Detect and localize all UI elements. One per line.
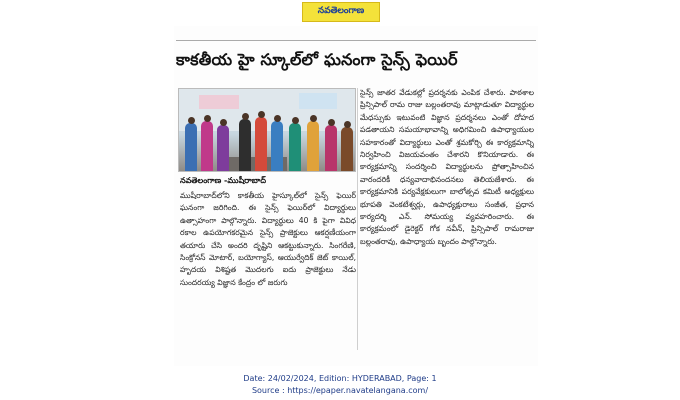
photo-person [325,125,337,171]
photo-person [341,127,353,171]
photo-person-head [220,119,227,126]
edition-caption: Date: 24/02/2024, Edition: HYDERABAD, Page: 1 [243,374,437,383]
masthead-logo [302,2,380,22]
photo-person-head [292,117,299,124]
photo-person-head [328,119,335,126]
photo-person [255,117,267,171]
article-photo [178,88,356,172]
masthead-title: నవతెలంగాణ [317,6,365,16]
article-body-right: సైన్స్ జాతర వేడుకల్లో ప్రదర్శనకు ఎంపిక చేశారు. పాఠశాల ప్రిన్సిపాల్ రామ రాజు బల్లంతరావు మాట్లాడుతూ విద్యార్థుల మేధస్సుకు ఇటువంటి విజ్ఞాన ప్రదర్శనలు ఎంతో దోహద పడతాయని సమయాభావాన్ని అధిగమించి ఉపాధ్యాయుల సహకారంతో విద్యార్థులు ఎంతో శ్రమకోర్చి ఈ కార్యక్రమాన్ని నిర్వహించి విజయవంతం చేశారని కొనియాడారు. ఈ కార్యక్రమాన్ని సందర్శించి విద్యార్థులను ప్రోత్సాహించిన వారందరికీ ధన్యవాదాభినందనలు తెలియజేశారు. ఈ కార్యక్రమానికి పర్యవేక్షకులుగా బాలోత్సవ కమిటీ అధ్యక్షులు భూపతి వెంకటేశ్వర్లు, ఉపాధ్యక్షురాలు సంజీత, ప్రధాన కార్యదర్శి ఎన్. సోమయ్య వ్యవహరించారు. ఈ కార్యక్రమంలో డైరెక్టర్ గోక నవీన్, ప్రిన్సిపాల్ రామరాజు బల్లంతరావు, ఉపాధ్యాయ బృందం పాల్గొన్నారు. [360,88,534,246]
photo-person-head [344,121,351,128]
article-body-left: ముషీరాబాద్‌లోని కాకతీయ హైస్కూల్‌లో సైన్స్ ఫెయిర్ ఘనంగా జరిగింది. ఈ సైన్స్ ఫెయిర్‌లో విద్యార్థులు ఉత్సాహంగా పాల్గొన్నారు. విద్యార్థులు 40 కి పైగా వివిధ రకాల ఉపయోగకరమైన సైన్స్ ప్రాజెక్టులు ఆకర్షణీయంగా తయారు చేసి అందరి దృష్టిని ఆకట్టుకున్నారు. సింగరేణి, సింక్రోనస్ మోటార్, బయోగ్యాస్, ఆయుర్వేదిక్ జెట్ కాయిల్, హృదయ విశిష్టత మొదలగు ఐదు ప్రాజెక్టులు నేడు సుందరయ్య విజ్ఞాన కేంద్రం లో జరుగు [180,191,356,287]
photo-person [289,123,301,171]
column-divider [357,88,358,350]
clipped-bottom-strip [176,352,536,366]
article-dateline: నవతెలంగాణ -ముషీరాబాద్ [180,176,266,185]
photo-person-head [258,111,265,118]
photo-person-head [242,113,249,120]
top-rule [176,40,536,41]
photo-person [185,123,197,171]
photo-person-head [310,115,317,122]
photo-person [307,121,319,171]
photo-person [217,125,229,171]
photo-person [271,121,283,171]
photo-person-head [188,117,195,124]
article-headline: కాకతీయ హై స్కూల్‌లో ఘనంగా సైన్స్ ఫెయిర్ [176,50,458,69]
photo-person-head [204,115,211,122]
clipped-top-strip [176,27,536,35]
source-caption: Source : https://epaper.navatelangana.com/ [251,386,429,395]
photo-person-head [274,115,281,122]
photo-person [239,119,251,171]
photo-poster [199,95,239,109]
photo-person [201,121,213,171]
photo-poster [299,93,337,109]
